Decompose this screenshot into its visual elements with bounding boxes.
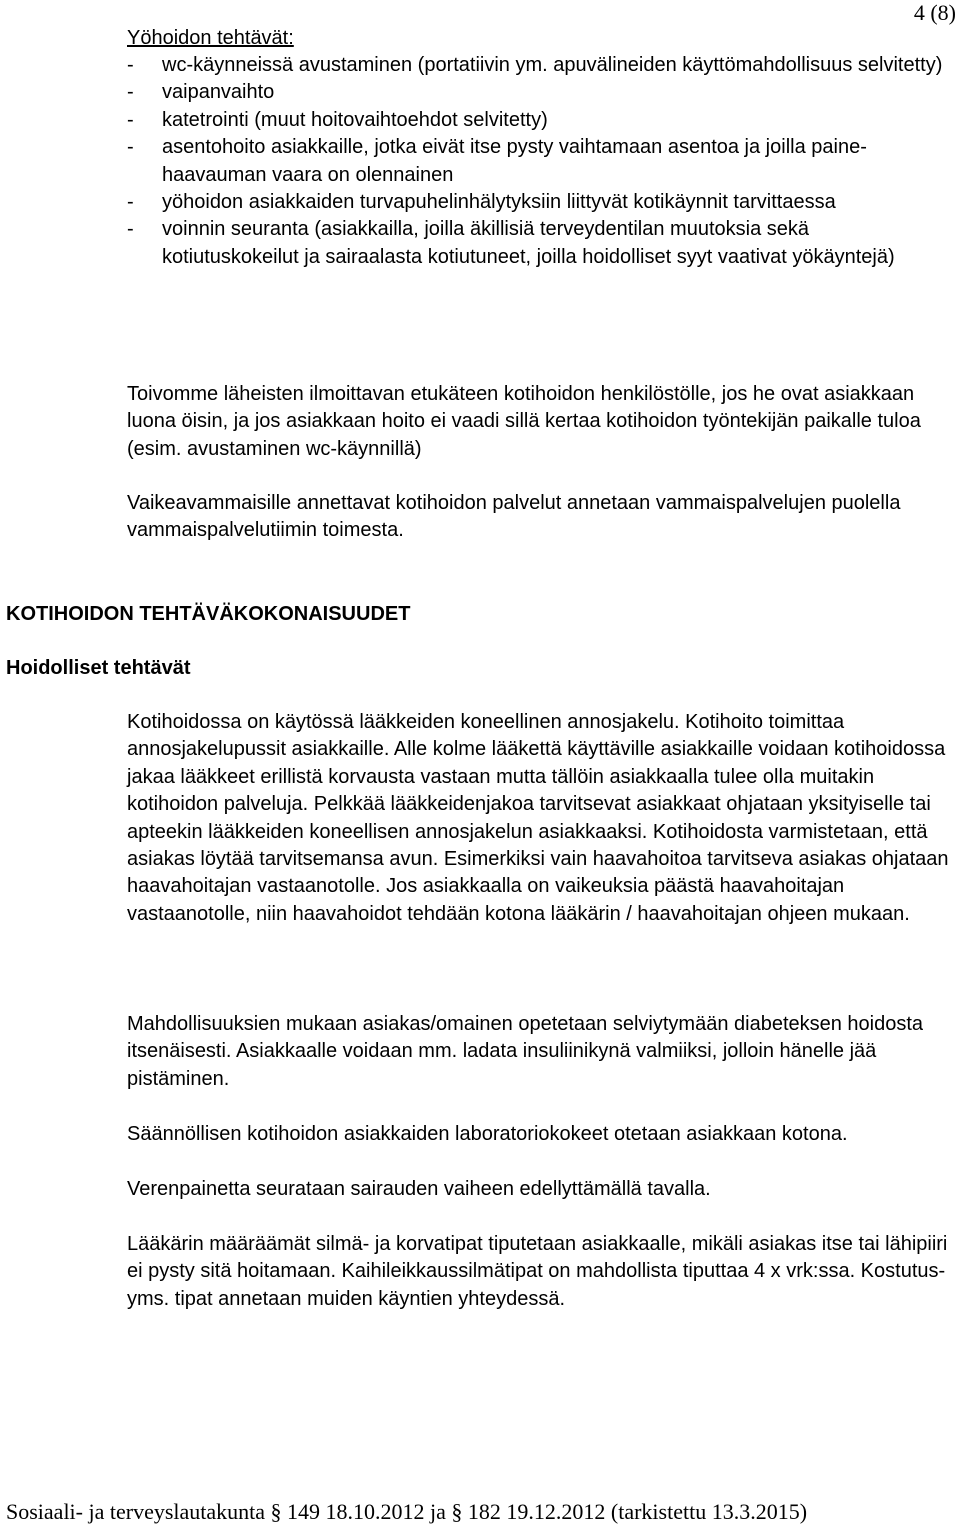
list-dash: - bbox=[127, 108, 134, 131]
list-item bbox=[127, 134, 947, 189]
list-item bbox=[127, 52, 947, 79]
page-number: 4 (8) bbox=[913, 0, 956, 25]
list-dash: - bbox=[127, 54, 134, 76]
heading-main: KOTIHOIDON TEHTÄVÄKOKONAISUUDET bbox=[6, 603, 411, 625]
paragraph-diabetes: Mahdollisuuksien mukaan asiakas/omainen opetetaan selviytymään diabeteksen hoidosta itsenäisesti. Asiakkaalle voidaan mm. ladata insuliinikynä valmiiksi, jolloin hänelle jää pistäminen. bbox=[127, 1013, 924, 1090]
list-item-text: yöhoidon asiakkaiden turvapuhelinhälytyksiin liittyvät kotikäynnit tarvittaessa bbox=[162, 191, 836, 214]
list-item bbox=[127, 79, 947, 106]
list-dash: - bbox=[127, 191, 134, 214]
paragraph-medication: Kotihoidossa on käytössä lääkkeiden koneellinen annosjakelu. Kotihoito toimittaa annosjakelupussit asiakkaille. Alle kolme lääkettä käyttäville asiakkaille voidaan kotihoidossa jakaa lääkkeet erillistä korvausta vastaan mutta tällöin asiakkaalla tulee olla muitakin kotihoidon palveluja. Pelkkää lääkkeidenjakoa tarvitsevat asiakkaat ohjataan yksityiselle tai apteekin lääkkeiden koneellisen annosjakelun asiakkaaksi. Kotihoidosta varmistetaan, että asiakas löytää tarvitsemansa avun. Esimerkiksi vain haavahoitoa tarvitseva asiakas ohjataan haavahoitajan vastaanotolle. Jos asiakkaalla on vaikeuksia päästä haavahoitajan vastaanotolle, niin haavahoidot tehdään kotona lääkärin / haavahoitajan ohjeen mukaan. bbox=[127, 711, 949, 925]
heading-sub: Hoidolliset tehtävät bbox=[6, 657, 191, 679]
list-dash: - bbox=[127, 81, 134, 104]
paragraph-laboratory: Säännöllisen kotihoidon asiakkaiden laboratoriokokeet otetaan asiakkaan kotona. bbox=[127, 1123, 848, 1145]
footer: Sosiaali- ja terveyslautakunta § 149 18.10.2012 ja § 182 19.12.2012 (tarkistettu 13.3.2015) bbox=[6, 1499, 808, 1524]
list-item-text: vaipanvaihto bbox=[162, 81, 275, 104]
paragraph-eye-drops: Lääkärin määräämät silmä- ja korvatipat tiputetaan asiakkaalle, mikäli asiakas itse tai lähipiiri ei pysty sitä hoitamaan. Kaihileikkaussilmätipat on mahdollista tiputtaa 4 x vrk:ssa. Kostutus- yms. tipat annetaan muiden käyntien yhteydessä. bbox=[127, 1233, 948, 1310]
list-item-text: katetrointi (muut hoitovaihtoehdot selvitetty) bbox=[162, 108, 548, 131]
list-item bbox=[127, 189, 947, 216]
section-title: Yöhoidon tehtävät: bbox=[127, 27, 294, 49]
list-dash: - bbox=[127, 136, 134, 159]
list-item-text: asentohoito asiakkaille, jotka eivät itse pysty vaihtamaan asentoa ja joilla paine-haavauman vaara on olennainen bbox=[162, 136, 867, 186]
list-item-text: voinnin seuranta (asiakkailla, joilla äkillisiä terveydentilan muutoksia sekä kotiutuskokeilut ja sairaalasta kotiutuneet, joilla hoidolliset syyt vaativat yökäyntejä) bbox=[162, 218, 895, 268]
night-task-list bbox=[127, 52, 947, 271]
paragraph-blood-pressure: Verenpainetta seurataan sairauden vaiheen edellyttämällä tavalla. bbox=[127, 1178, 711, 1200]
list-dash: - bbox=[127, 218, 134, 241]
paragraph-disabled-services: Vaikeavammaisille annettavat kotihoidon palvelut annetaan vammaispalvelujen puolella vammaispalvelutiimin toimesta. bbox=[127, 492, 901, 542]
list-item-text: wc-käynneissä avustaminen (portatiivin ym. apuvälineiden käyttömahdollisuus selvitetty) bbox=[162, 54, 943, 76]
list-item bbox=[127, 107, 947, 134]
list-item bbox=[127, 216, 947, 271]
paragraph-inform: Toivomme läheisten ilmoittavan etukäteen kotihoidon henkilöstölle, jos he ovat asiakkaan luona öisin, ja jos asiakkaan hoito ei vaadi sillä kertaa kotihoidon työntekijän paikalle tuloa (esim. avustaminen wc-käynnillä) bbox=[127, 383, 921, 460]
